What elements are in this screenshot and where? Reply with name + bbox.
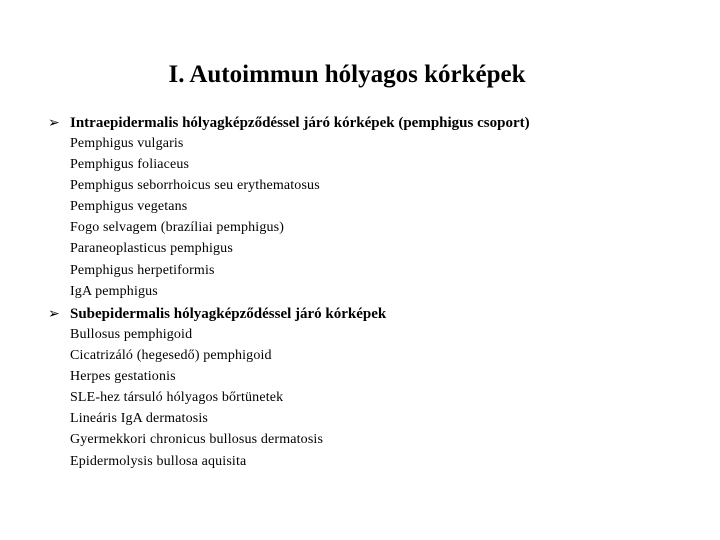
list-item: Lineáris IgA dermatosis: [70, 411, 208, 427]
slide-title: I. Autoimmun hólyagos kórképek: [168, 60, 526, 88]
arrow-bullet-icon: ➢: [48, 115, 60, 131]
list-item: Herpes gestationis: [70, 369, 176, 385]
section-header: [48, 112, 708, 134]
section-title: Intraepidermalis hólyagképződéssel járó kórképek (pemphigus csoport): [70, 115, 530, 131]
list-item: IgA pemphigus: [70, 283, 158, 299]
list-item: Pemphigus foliaceus: [70, 157, 190, 173]
list-item: Epidermolysis bullosa aquisita: [70, 453, 247, 469]
list-item: Cicatrizáló (hegesedő) pemphigoid: [70, 348, 272, 364]
arrow-bullet-icon: ➢: [48, 306, 60, 322]
list-item: Pemphigus seborrhoicus seu erythematosus: [70, 178, 320, 194]
list-item: Fogo selvagem (brazíliai pemphigus): [70, 220, 285, 236]
section-subepidermal: [48, 303, 708, 472]
list-item: Pemphigus vulgaris: [70, 136, 184, 151]
item-list-subepidermal: [48, 324, 708, 472]
list-item: SLE-hez társuló hólyagos bőrtünetek: [70, 390, 284, 406]
item-list-intraepidermal: [48, 133, 708, 302]
list-item: Paraneoplasticus pemphigus: [70, 241, 233, 257]
section-header: [48, 303, 708, 325]
list-item: Pemphigus vegetans: [70, 199, 188, 215]
section-title: Subepidermalis hólyagképződéssel járó kórképek: [70, 306, 387, 322]
section-intraepidermal: [48, 112, 708, 302]
list-item: Gyermekkori chronicus bullosus dermatosis: [70, 432, 324, 448]
list-item: Pemphigus herpetiformis: [70, 262, 215, 278]
list-item: Bullosus pemphigoid: [70, 327, 193, 342]
